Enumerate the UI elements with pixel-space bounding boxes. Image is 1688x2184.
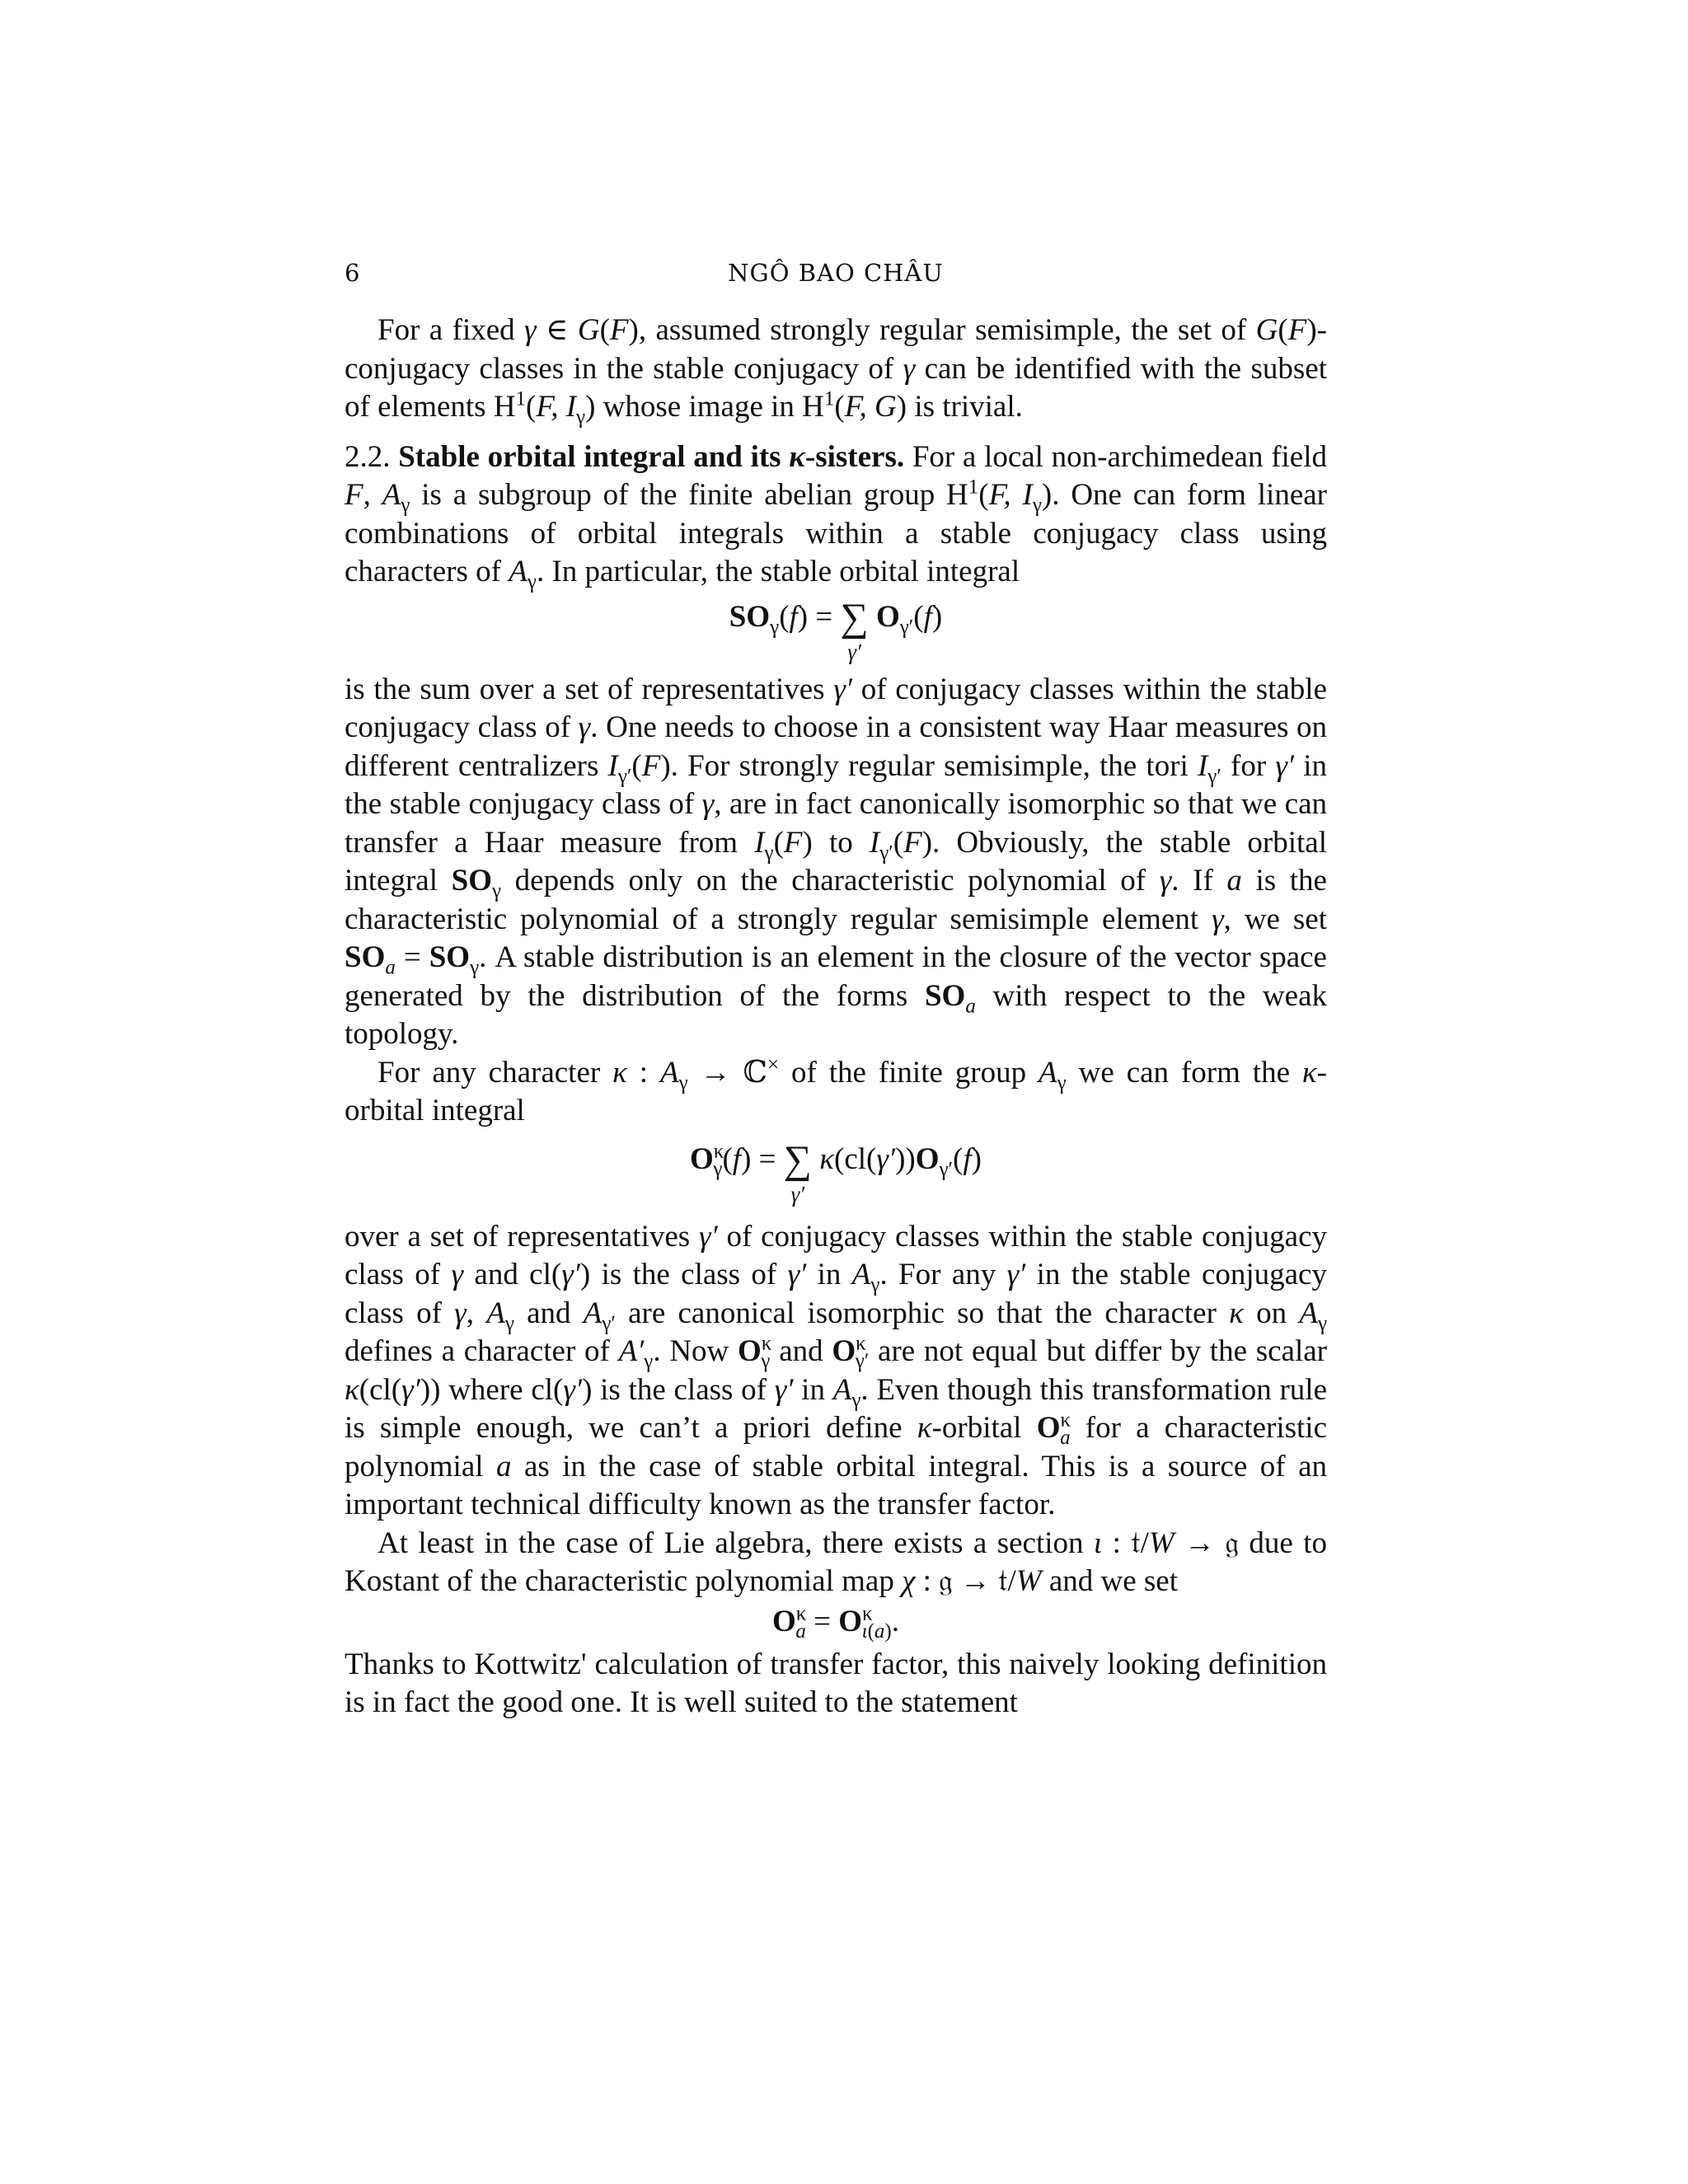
page-number: 6 [345, 259, 361, 287]
running-head: NGÔ BAO CHÂU [728, 259, 944, 287]
paragraph-stable-distribution: is the sum over a set of representatives γ′ of conjugacy classes within the stable conjugacy class of γ. One needs to choose in a consistent way Haar measures on different centralizers $I_{\gamma'}(F)$. For strongly regular semisimple, the tori $I_{\gamma'}$ for γ′ in the stable conjugacy class of γ, are in fact canonically isomorphic so that we can transfer a Haar measure from $I_\gamma(F)$ to $I_{\gamma'}(F)$. Obviously, the stable orbital integral $SO_\gamma$ depends only on the characteristic polynomial of γ. If a is the characteristic polynomial of a strongly regular semisimple element γ, we set $SO_a = SO_\gamma$. A stable distribution is an element in the closure of the vector space generated by the distribution of the forms $SO_a$ with respect to the weak topology. [345, 672, 1328, 1051]
paragraph-kappa-character: For any character κ : $A_\gamma$ → ℂ× of the finite group $A_\gamma$ we can form the κ-orbital integral [345, 1053, 1327, 1127]
equation-kappa-orbital-integral: $O^\kappa_\gamma(f)$ = ∑ γ′ $\kappa(cl(\gamma'))O_{\gamma'}(f)$ [690, 1137, 982, 1207]
equation-stable-orbital-integral: $SO_\gamma(f)$ = ∑ γ′ $O_{\gamma'}(f)$ [729, 595, 943, 664]
equation-kostant-definition: $O^\kappa_a = O^\kappa_{\iota(a)}$. [771, 1602, 899, 1643]
section-number: 2.2. [345, 439, 391, 474]
section-title: Stable orbital integral and its κ-sisters. [398, 439, 905, 474]
paragraph-conjugacy: For a fixed γ ∈ G(F), assumed strongly regular semisimple, the set of G(F)-conjugacy classes in the stable conjugacy of γ can be identified with the subset of elements $H^1(F$, $I_\gamma$) whose image in $H^1(F$, G) is trivial. [345, 313, 1327, 429]
paragraph-section-intro: 2.2. Stable orbital integral and its κ-sisters. For a local non-archimedean field F, $A_\gamma$ is a subgroup of the finite abelian group $H^1(F$, $I_\gamma$). One can form linear combinations of orbital integrals within a stable conjugacy class using characters of $A_\gamma$. In particular, the stable orbital integral [345, 439, 1327, 593]
paragraph-transfer-factor: over a set of representatives γ′ of conjugacy classes within the stable conjugacy class of γ and cl(γ′) is the class of γ′ in $A_\gamma$. For any γ′ in the stable conjugacy class of γ, $A_\gamma$ and $A_{\gamma'}$ are canonical isomorphic so that the character κ on $A_\gamma$ defines a character of $A'_\gamma$. Now $O^\kappa_\gamma$ and $O^\kappa_{\gamma'}$ are not equal but differ by the scalar κ(cl(γ′)) where cl(γ′) is the class of γ′ in $A_\gamma$. Even though this transformation rule is simple enough, we can’t a priori define κ-orbital $O^\kappa_a$ for a characteristic polynomial a as in the case of stable orbital integral. This is a source of an important technical difficulty known as the transfer factor. [345, 1219, 1328, 1521]
page-header [345, 259, 1327, 292]
paragraph-kostant-section: At least in the case of Lie algebra, there exists a section ι : 𝔱/W → 𝔤 due to Kostant of the characteristic polynomial map χ : 𝔤 → 𝔱/W and we set [345, 1526, 1327, 1598]
paragraph-kottwitz: Thanks to Kottwitz' calculation of transfer factor, this naively looking definition is in fact the good one. It is well suited to the statement [345, 1647, 1327, 1719]
page-body [345, 312, 1327, 1722]
